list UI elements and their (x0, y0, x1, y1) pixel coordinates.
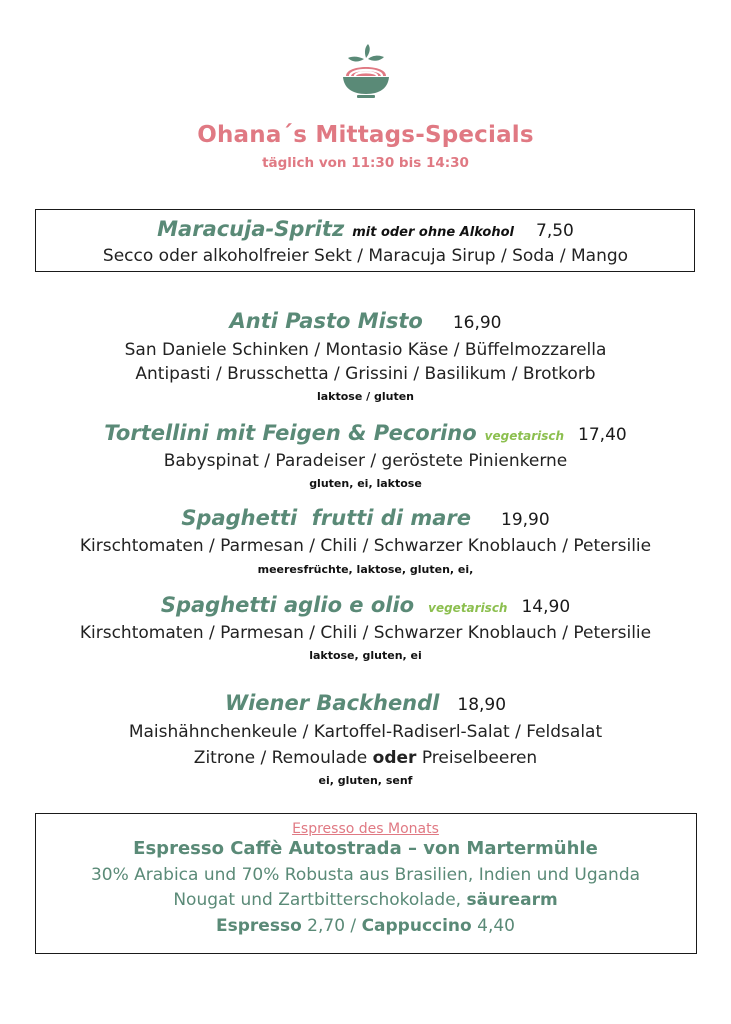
dish-name: Spaghetti aglio e olio (160, 593, 415, 617)
dish-heading (0, 593, 731, 617)
vegetarian-tag: vegetarisch (484, 429, 565, 443)
drink-price: 7,50 (536, 221, 574, 241)
dish-price: 16,90 (452, 313, 502, 333)
dish-heading (0, 421, 731, 445)
dish-heading (0, 691, 731, 715)
drink-note: mit oder ohne Alkohol (352, 225, 514, 240)
espresso-prices (0, 916, 731, 936)
dish-allergens: laktose, gluten, ei (309, 649, 422, 662)
desc-text: Zitrone / Remoulade (193, 748, 373, 768)
dish-description: Babyspinat / Paradeiser / geröstete Pinienkerne (163, 451, 568, 471)
espresso-title: Espresso Caffè Autostrada – von Martermühle (133, 838, 598, 859)
cappuccino-label: Cappuccino (361, 916, 472, 936)
dish-allergens: meeresfrüchte, laktose, gluten, ei, (257, 563, 474, 576)
dish-description: Kirschtomaten / Parmesan / Chili / Schwarzer Knoblauch / Petersilie (79, 623, 652, 643)
vegetarian-tag: vegetarisch (428, 601, 508, 615)
price-separator: / (350, 916, 357, 936)
dish-price: 19,90 (501, 510, 550, 530)
page-title: Ohana´s Mittags-Specials (197, 122, 534, 148)
desc-text: Preiselbeeren (416, 748, 538, 768)
dish-description: Antipasti / Brusschetta / Grissini / Basilikum / Brotkorb (135, 364, 596, 384)
dish-price: 17,40 (578, 425, 627, 445)
dish-price: 18,90 (457, 695, 507, 715)
espresso-heading: Espresso des Monats (292, 821, 439, 837)
espresso-description (0, 890, 731, 910)
dish-name: Anti Pasto Misto (229, 309, 423, 333)
dish-allergens: laktose / gluten (316, 390, 415, 403)
dish-description: Maishähnchenkeule / Kartoffel-Radiserl-Salat / Feldsalat (128, 722, 603, 742)
drink-description: Secco oder alkoholfreier Sekt / Maracuja Sirup / Soda / Mango (102, 246, 629, 266)
dish-allergens: ei, gluten, senf (318, 774, 413, 787)
desc-text: Nougat und Zartbitterschokolade, (173, 890, 467, 910)
dish-heading (0, 309, 731, 333)
drink-name: Maracuja-Spritz (157, 217, 345, 241)
dish-description (0, 748, 731, 768)
dish-price: 14,90 (521, 597, 571, 617)
dish-name: Spaghetti frutti di mare (181, 506, 471, 530)
bowl-logo-icon (340, 44, 392, 100)
espresso-label: Espresso (216, 916, 302, 936)
espresso-heading-line (0, 818, 731, 837)
espresso-price: 2,70 (307, 916, 346, 936)
dish-name: Tortellini mit Feigen & Pecorino (104, 421, 477, 445)
desc-emphasis: säurearm (466, 890, 558, 910)
dish-allergens: gluten, ei, laktose (309, 477, 422, 490)
opening-hours: täglich von 11:30 bis 14:30 (262, 155, 469, 171)
dish-description: Kirschtomaten / Parmesan / Chili / Schwarzer Knoblauch / Petersilie (79, 536, 652, 556)
cappuccino-price: 4,40 (477, 916, 515, 936)
dish-heading (0, 506, 731, 530)
dish-name: Wiener Backhendl (224, 691, 440, 715)
desc-emphasis: oder (372, 748, 417, 768)
dish-description: San Daniele Schinken / Montasio Käse / Büffelmozzarella (124, 340, 607, 360)
espresso-description: 30% Arabica und 70% Robusta aus Brasilien, Indien und Uganda (90, 865, 641, 885)
drink-heading (0, 217, 731, 241)
